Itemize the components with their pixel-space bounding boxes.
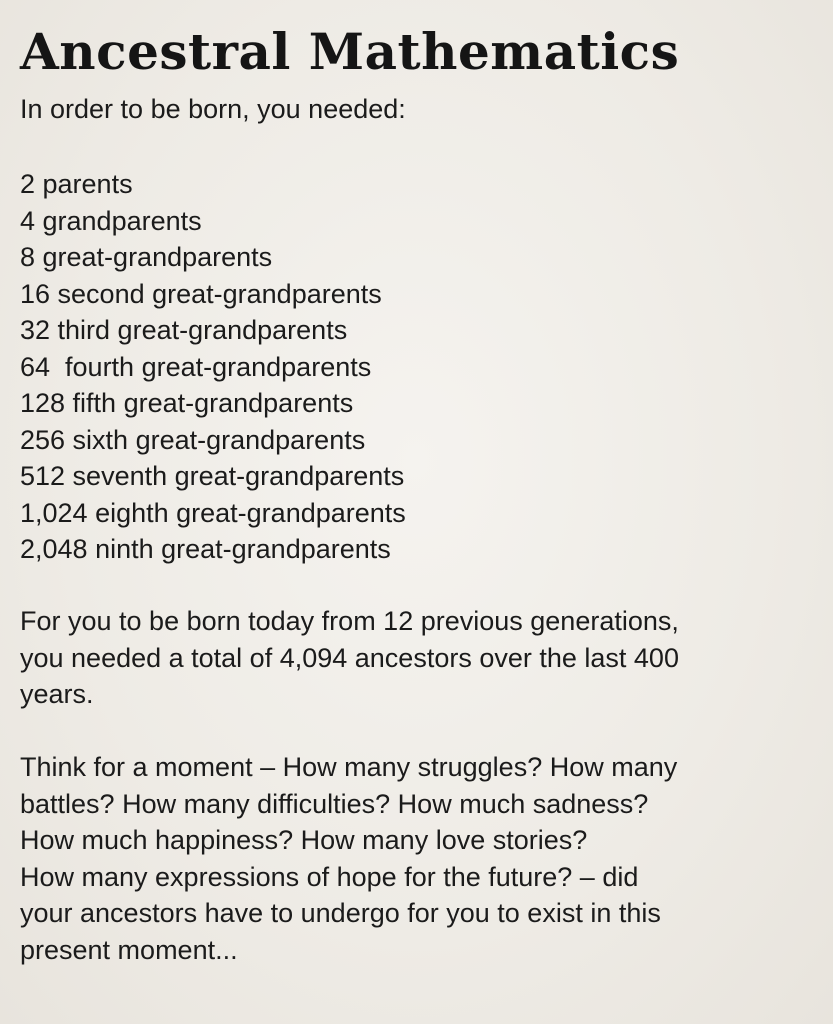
intro-text: In order to be born, you needed: bbox=[20, 94, 406, 124]
paragraph-line: years. bbox=[20, 679, 94, 709]
poster-title: Ancestral Mathematics bbox=[20, 22, 680, 81]
ancestor-line: 1,024 eighth great-grandparents bbox=[20, 497, 406, 528]
total-ancestors-paragraph bbox=[20, 603, 679, 713]
ancestor-line: 256 sixth great-grandparents bbox=[20, 424, 366, 455]
paragraph-line: present moment... bbox=[20, 934, 238, 965]
ancestor-line: 2 parents bbox=[20, 169, 133, 199]
paragraph-line: your ancestors have to undergo for you to exist in this bbox=[20, 898, 661, 928]
paragraph-line: For you to be born today from 12 previous generations, bbox=[20, 606, 679, 636]
ancestor-line: 2,048 ninth great-grandparents bbox=[20, 534, 391, 564]
reflection-paragraph bbox=[20, 749, 677, 968]
ancestor-line: 4 grandparents bbox=[20, 205, 202, 236]
paragraph-line: Think for a moment – How many struggles? How many bbox=[20, 752, 678, 782]
ancestor-line: 32 third great-grandparents bbox=[20, 315, 348, 345]
paragraph-line: How many expressions of hope for the future? – did bbox=[20, 861, 639, 892]
ancestor-list bbox=[20, 166, 406, 568]
ancestor-line: 16 second great-grandparents bbox=[20, 278, 382, 309]
paragraph-line: you needed a total of 4,094 ancestors over the last 400 bbox=[20, 642, 679, 673]
ancestor-line: 128 fifth great-grandparents bbox=[20, 388, 354, 418]
paragraph-line: battles? How many difficulties? How much sadness? bbox=[20, 788, 649, 819]
ancestor-line: 512 seventh great-grandparents bbox=[20, 461, 405, 491]
paragraph-line: How much happiness? How many love stories? bbox=[20, 825, 588, 855]
ancestor-line: 8 great-grandparents bbox=[20, 242, 273, 272]
ancestor-line: 64 fourth great-grandparents bbox=[20, 351, 372, 382]
